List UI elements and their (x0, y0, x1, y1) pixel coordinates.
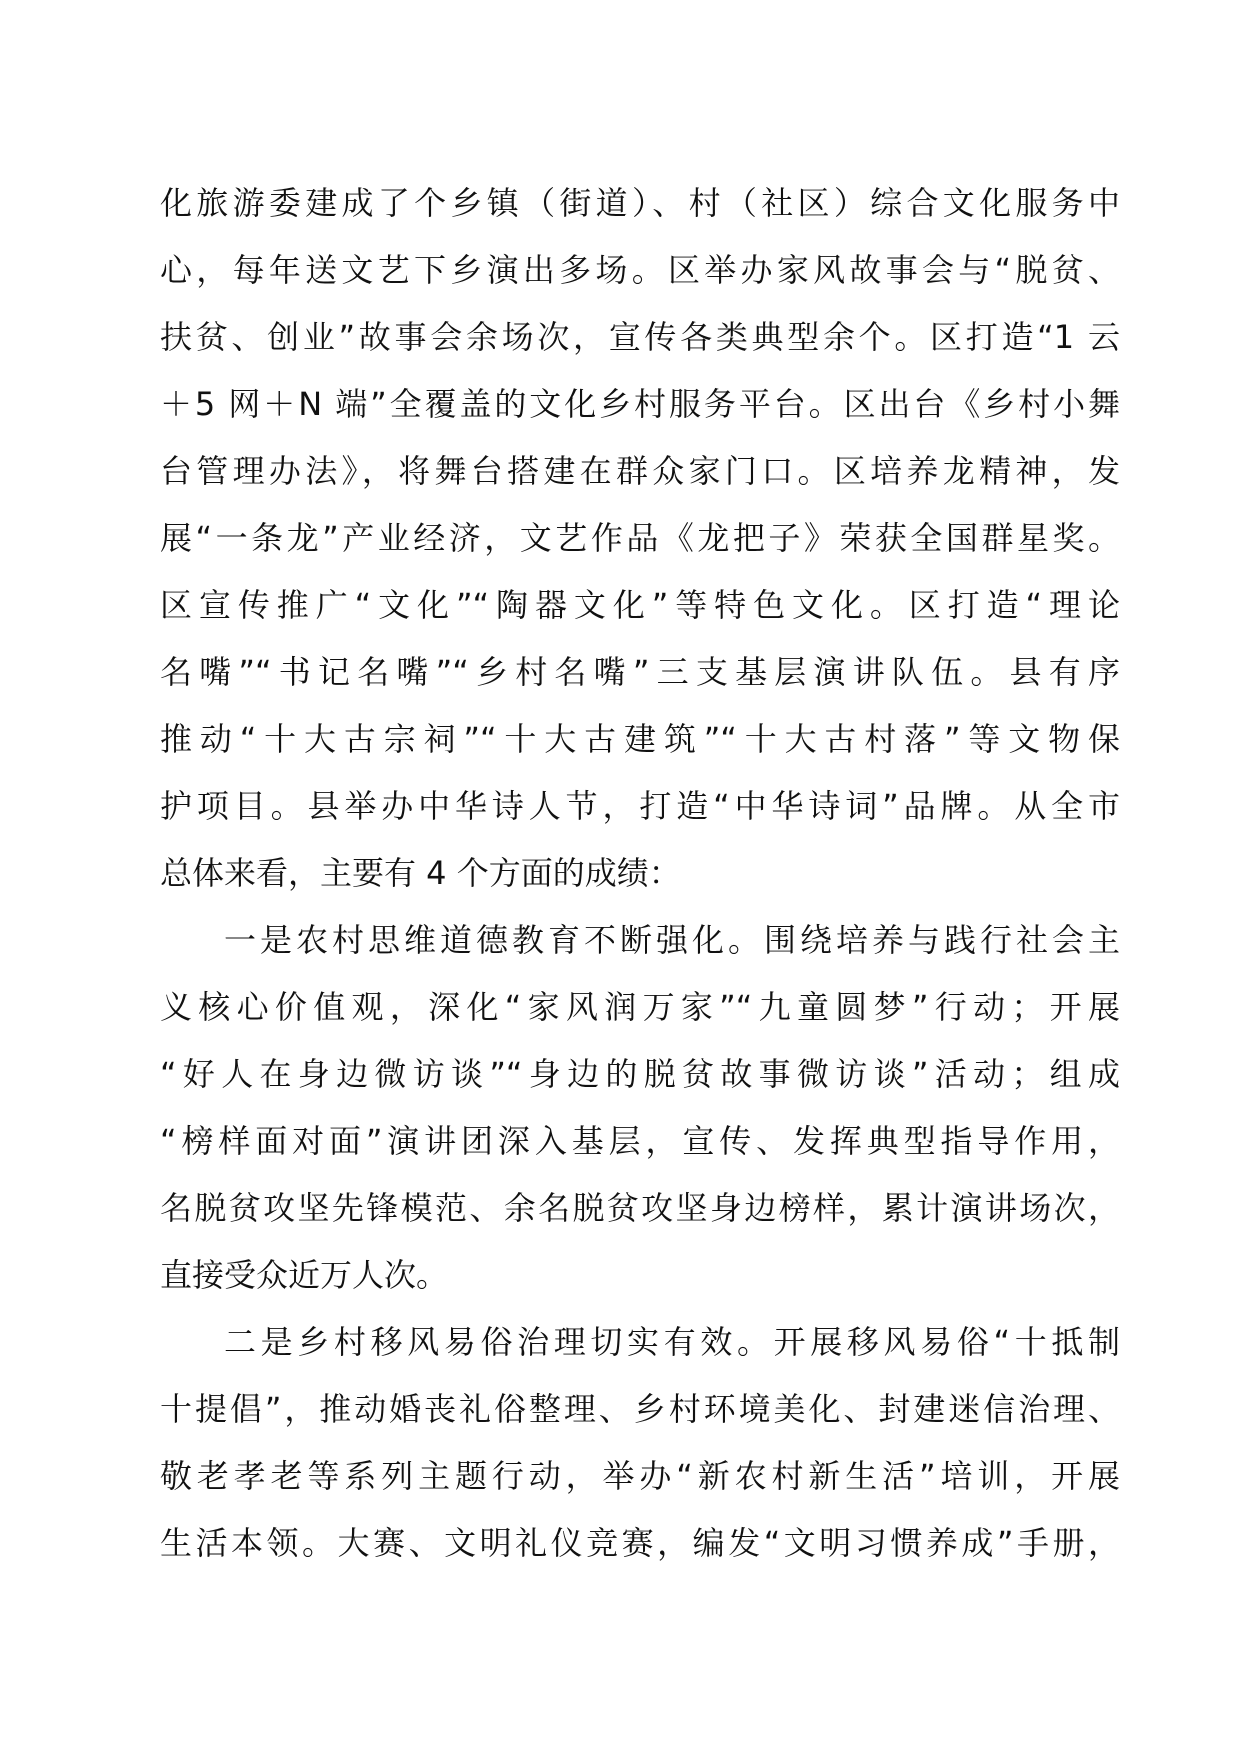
text-line: 扶贫、创业”故事会余场次，宣传各类典型余个。区打造“1 云 (160, 318, 1120, 356)
text-line: 名嘴”“书记名嘴”“乡村名嘴”三支基层演讲队伍。县有序 (160, 653, 1120, 691)
paragraph-1 (160, 170, 1120, 907)
text-line: 生活本领。大赛、文明礼仪竞赛，编发“文明习惯养成”手册， (160, 1524, 1120, 1562)
text-line: 展“一条龙”产业经济，文艺作品《龙把子》荣获全国群星奖。 (160, 519, 1120, 557)
text-line: 敬老孝老等系列主题行动，举办“新农村新生活”培训，开展 (160, 1457, 1120, 1495)
paragraph-2 (160, 907, 1120, 1309)
text-line: 台管理办法》，将舞台搭建在群众家门口。区培养龙精神，发 (160, 452, 1120, 490)
text-line: 二是乡村移风易俗治理切实有效。开展移风易俗“十抵制 (224, 1323, 1120, 1361)
text-line: 推动“十大古宗祠”“十大古建筑”“十大古村落”等文物保 (160, 720, 1120, 758)
text-line: 十提倡”，推动婚丧礼俗整理、乡村环境美化、封建迷信治理、 (160, 1390, 1120, 1428)
text-line: 直接受众近万人次。 (160, 1256, 449, 1294)
text-line: 区宣传推广“文化”“陶器文化”等特色文化。区打造“理论 (160, 586, 1120, 624)
text-line: “榜样面对面”演讲团深入基层，宣传、发挥典型指导作用， (160, 1122, 1120, 1160)
text-line: 护项目。县举办中华诗人节，打造“中华诗词”品牌。从全市 (160, 787, 1120, 825)
text-line: ＋5 网＋N 端”全覆盖的文化乡村服务平台。区出台《乡村小舞 (160, 385, 1120, 423)
document-body (160, 170, 1120, 1577)
text-line: 义核心价值观，深化“家风润万家”“九童圆梦”行动；开展 (160, 988, 1120, 1026)
text-line: 心，每年送文艺下乡演出多场。区举办家风故事会与“脱贫、 (160, 251, 1120, 289)
text-line: 总体来看，主要有 4 个方面的成绩： (160, 854, 681, 892)
paragraph-3 (160, 1309, 1120, 1577)
text-line: 化旅游委建成了个乡镇（街道）、村（社区）综合文化服务中 (160, 184, 1120, 222)
text-line: 一是农村思维道德教育不断强化。围绕培养与践行社会主 (224, 921, 1120, 959)
text-line: “好人在身边微访谈”“身边的脱贫故事微访谈”活动；组成 (160, 1055, 1120, 1093)
text-line: 名脱贫攻坚先锋模范、余名脱贫攻坚身边榜样，累计演讲场次， (160, 1189, 1120, 1227)
